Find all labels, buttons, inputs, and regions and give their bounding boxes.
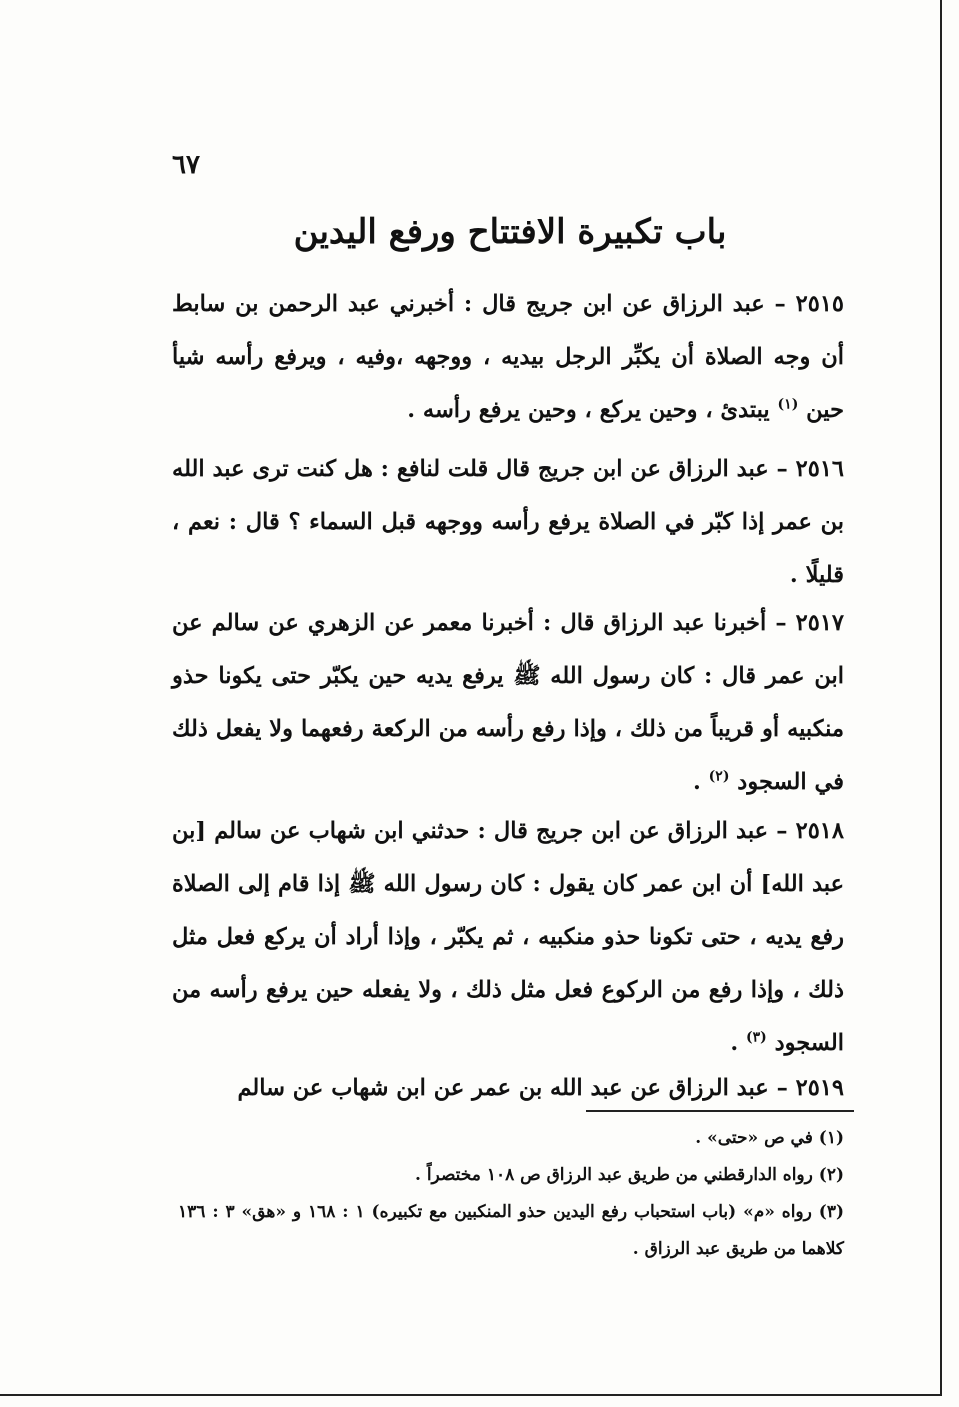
hadith-text: عبد الرزاق عن ابن جريج قال : أخبرني عبد الرحمن بن سابط أن وجه الصلاة أن يكبِّر الرجل بيديه ، ووجهه ،وفيه ، ويرفع رأسه شيأ حين	[172, 291, 844, 423]
hadith-text: عبد الرزاق عن عبد الله بن عمر عن ابن شهاب عن سالم	[237, 1075, 769, 1101]
hadith-text: عبد الرزاق عن ابن جريج قال : حدثني ابن شهاب عن سالم [بن عبد الله] أن ابن عمر كان يقول : كان رسول الله ﷺ إذا قام إلى الصلاة رفع يديه ، حتى تكونا حذو منكبيه ، ثم يكبّر ، وإذا أراد أن يركع فعل مثل ذلك ، وإذا رفع من الركوع فعل مثل ذلك ، ولا يفعله حين يرفع رأسه من السجود	[172, 818, 844, 1056]
hadith-2515	[172, 278, 844, 437]
hadith-number: ٢٥١٩	[795, 1075, 844, 1101]
footnote-2: (٢) رواه الدارقطني من طريق عبد الرزاق ص ١٠٨ مختصراً .	[415, 1165, 844, 1185]
hadith-number: ٢٥١٨	[795, 818, 844, 844]
footnote-marker: (٢)	[708, 768, 730, 785]
footnote-separator	[586, 1110, 854, 1112]
hadith-number: ٢٥١٧	[795, 610, 844, 636]
hadith-text: عبد الرزاق عن ابن جريج قال قلت لنافع : هل كنت ترى عبد الله بن عمر إذا كبّر في الصلاة يرفع رأسه ووجهه قبل السماء ؟ قال : نعم ، قليلًا .	[172, 456, 844, 588]
footnote-3: (٣) رواه «م» (باب استحباب رفع اليدين حذو المنكبين مع تكبيره) ١ : ١٦٨ و «هق» ٣ : ١٣٦ كلاهما من طريق عبد الرزاق .	[178, 1202, 844, 1259]
footnote-marker: (٣)	[746, 1029, 767, 1046]
footnote-1: (١) في ص «حتى» .	[695, 1128, 844, 1148]
hadith-number: ٢٥١٥	[795, 291, 844, 317]
footnote-marker: (١)	[777, 396, 799, 413]
footnotes	[178, 1120, 844, 1268]
hadith-dash: –	[776, 818, 788, 844]
hadith-text-continued: .	[692, 769, 701, 795]
hadith-number: ٢٥١٦	[795, 456, 844, 482]
hadith-dash: –	[776, 456, 788, 482]
hadith-2516	[172, 443, 844, 602]
hadith-dash: –	[775, 610, 787, 636]
chapter-title: باب تكبيرة الافتتاح ورفع اليدين	[293, 212, 727, 252]
page-number: ٦٧	[172, 150, 200, 180]
hadith-2517	[172, 597, 844, 809]
hadith-2519	[172, 1062, 844, 1115]
hadith-2518	[172, 805, 844, 1070]
page-bottom-line	[0, 1394, 942, 1396]
hadith-text-continued: .	[730, 1030, 739, 1056]
hadith-text: أخبرنا عبد الرزاق قال : أخبرنا معمر عن الزهري عن سالم عن ابن عمر قال : كان رسول الله ﷺ يرفع يديه حين يكبّر حتى يكونا حذو منكبيه أو قريباً من ذلك ، وإذا رفع رأسه من الركعة رفعهما ولا يفعل ذلك في السجود	[172, 610, 844, 795]
hadith-dash: –	[774, 291, 786, 317]
hadith-dash: –	[776, 1075, 788, 1101]
hadith-text-continued: يبتدئ ، وحين يركع ، وحين يرفع رأسه .	[407, 397, 770, 423]
page-edge-line	[940, 0, 942, 1395]
